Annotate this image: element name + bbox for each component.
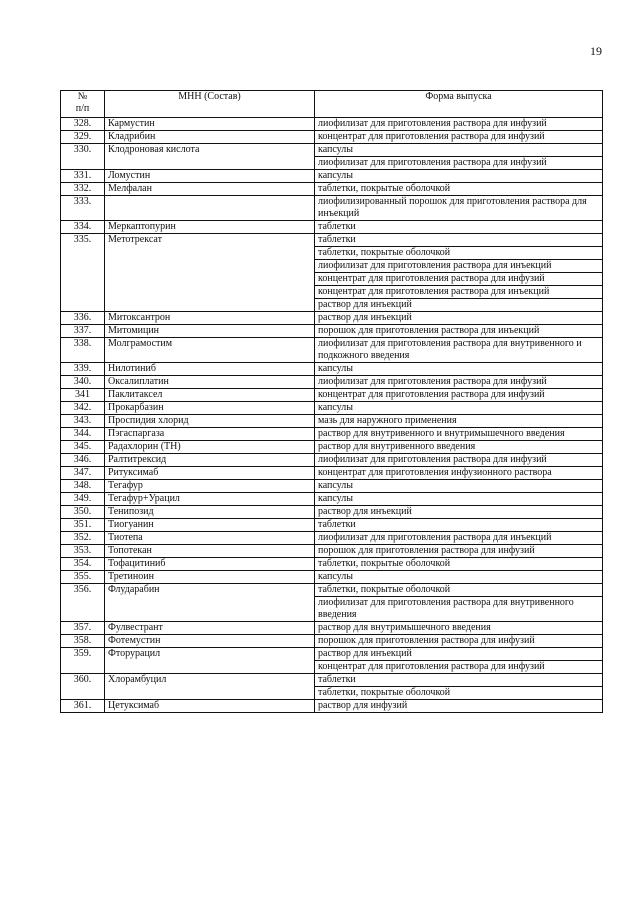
release-form: концентрат для приготовления раствора для инфузий [315, 661, 603, 674]
row-number: 344. [61, 428, 105, 441]
drug-name: Фторурацил [105, 648, 315, 674]
table-row [61, 558, 603, 571]
drug-name: Паклитаксел [105, 389, 315, 402]
release-form: таблетки [315, 234, 603, 247]
release-form: таблетки [315, 519, 603, 532]
release-form: капсулы [315, 402, 603, 415]
table-row [61, 648, 603, 661]
release-form: лиофилизат для приготовления раствора для инфузий [315, 118, 603, 131]
release-form: раствор для инъекций [315, 506, 603, 519]
drug-name: Топотекан [105, 545, 315, 558]
drug-name: Оксалиплатин [105, 376, 315, 389]
release-form: раствор для внутримышечного введения [315, 622, 603, 635]
table-row [61, 221, 603, 234]
table-row [61, 338, 603, 363]
release-form: таблетки, покрытые оболочкой [315, 183, 603, 196]
release-form: капсулы [315, 144, 603, 157]
row-number: 349. [61, 493, 105, 506]
release-form: концентрат для приготовления раствора для инфузий [315, 131, 603, 144]
row-number: 330. [61, 144, 105, 170]
table-row [61, 131, 603, 144]
release-form: капсулы [315, 170, 603, 183]
release-form: лиофилизат для приготовления раствора для внутривенного и подкожного введения [315, 338, 603, 363]
table-body [61, 118, 603, 713]
header-num-line: п/п [75, 103, 90, 114]
row-number: 350. [61, 506, 105, 519]
table-header-row [61, 91, 603, 118]
release-form: мазь для наружного применения [315, 415, 603, 428]
table-row [61, 183, 603, 196]
row-number: 338. [61, 338, 105, 363]
table-row [61, 196, 603, 221]
release-form: лиофилизат для приготовления раствора для внутривенного введения [315, 597, 603, 622]
row-number: 354. [61, 558, 105, 571]
row-number: 360. [61, 674, 105, 700]
drug-name: Митоксантрон [105, 312, 315, 325]
table-row [61, 480, 603, 493]
release-form: концентрат для приготовления раствора для инъекций [315, 286, 603, 299]
release-form: лиофилизат для приготовления раствора для инфузий [315, 157, 603, 170]
table-row [61, 635, 603, 648]
row-number: 361. [61, 700, 105, 713]
table-row [61, 519, 603, 532]
table-row [61, 454, 603, 467]
drug-name: Третиноин [105, 571, 315, 584]
release-form: раствор для внутривенного и внутримышечного введения [315, 428, 603, 441]
release-form: лиофилизат для приготовления раствора для инфузий [315, 376, 603, 389]
table-row [61, 441, 603, 454]
header-num-line: № [77, 91, 88, 102]
table-row [61, 674, 603, 687]
table-row [61, 144, 603, 157]
release-form: раствор для инъекций [315, 299, 603, 312]
row-number: 335. [61, 234, 105, 312]
row-number: 336. [61, 312, 105, 325]
release-form: таблетки, покрытые оболочкой [315, 558, 603, 571]
row-number: 355. [61, 571, 105, 584]
drug-name: Тиотепа [105, 532, 315, 545]
table-row [61, 532, 603, 545]
release-form: капсулы [315, 493, 603, 506]
drug-name: Фотемустин [105, 635, 315, 648]
drug-name: Фулвестрант [105, 622, 315, 635]
table-row [61, 584, 603, 597]
drug-name: Митомицин [105, 325, 315, 338]
table-row [61, 493, 603, 506]
drug-name: Тиогуанин [105, 519, 315, 532]
table-row [61, 118, 603, 131]
drug-name: Проспидия хлорид [105, 415, 315, 428]
drug-name: Тегафур [105, 480, 315, 493]
table-row [61, 170, 603, 183]
row-number: 345. [61, 441, 105, 454]
drug-name: Радахлорин (ТН) [105, 441, 315, 454]
row-number: 334. [61, 221, 105, 234]
row-number: 351. [61, 519, 105, 532]
drug-name: Тенипозид [105, 506, 315, 519]
row-number: 332. [61, 183, 105, 196]
drug-name [105, 196, 315, 221]
row-number: 340. [61, 376, 105, 389]
table-row [61, 389, 603, 402]
drug-table [60, 90, 603, 713]
release-form: капсулы [315, 363, 603, 376]
drug-name: Кладрибин [105, 131, 315, 144]
row-number: 353. [61, 545, 105, 558]
row-number: 357. [61, 622, 105, 635]
table-row [61, 622, 603, 635]
table-row [61, 545, 603, 558]
drug-name: Тофацитиниб [105, 558, 315, 571]
table-row [61, 467, 603, 480]
release-form: лиофилизат для приготовления раствора для инъекций [315, 260, 603, 273]
table-row [61, 376, 603, 389]
page-number: 19 [590, 44, 602, 58]
drug-name: Ралтитрексид [105, 454, 315, 467]
release-form: раствор для инъекций [315, 312, 603, 325]
release-form: концентрат для приготовления инфузионного раствора [315, 467, 603, 480]
release-form: капсулы [315, 571, 603, 584]
row-number: 352. [61, 532, 105, 545]
row-number: 347. [61, 467, 105, 480]
row-number: 337. [61, 325, 105, 338]
release-form: концентрат для приготовления раствора для инфузий [315, 389, 603, 402]
table-row [61, 234, 603, 247]
drug-name: Тегафур+Урацил [105, 493, 315, 506]
header-num [61, 91, 105, 118]
row-number: 356. [61, 584, 105, 622]
row-number: 342. [61, 402, 105, 415]
drug-name: Кармустин [105, 118, 315, 131]
table-row [61, 402, 603, 415]
table-row [61, 363, 603, 376]
release-form: порошок для приготовления раствора для инфузий [315, 545, 603, 558]
drug-name: Метотрексат [105, 234, 315, 312]
drug-name: Клодроновая кислота [105, 144, 315, 170]
table-row [61, 428, 603, 441]
row-number: 333. [61, 196, 105, 221]
release-form: таблетки, покрытые оболочкой [315, 687, 603, 700]
release-form: лиофилизат для приготовления раствора для инъекций [315, 532, 603, 545]
release-form: таблетки [315, 221, 603, 234]
row-number: 348. [61, 480, 105, 493]
table-row [61, 700, 603, 713]
release-form: лиофилизированный порошок для приготовления раствора для инъекций [315, 196, 603, 221]
release-form: таблетки [315, 674, 603, 687]
drug-name: Мелфалан [105, 183, 315, 196]
drug-name: Молграмостим [105, 338, 315, 363]
row-number: 329. [61, 131, 105, 144]
drug-name: Меркаптопурин [105, 221, 315, 234]
table-row [61, 571, 603, 584]
release-form: раствор для инъекций [315, 648, 603, 661]
header-name: МНН (Состав) [105, 91, 315, 118]
release-form: концентрат для приготовления раствора для инфузий [315, 273, 603, 286]
header-form: Форма выпуска [315, 91, 603, 118]
release-form: капсулы [315, 480, 603, 493]
table-row [61, 506, 603, 519]
drug-name: Ломустин [105, 170, 315, 183]
row-number: 359. [61, 648, 105, 674]
release-form: раствор для внутривенного введения [315, 441, 603, 454]
row-number: 339. [61, 363, 105, 376]
row-number: 331. [61, 170, 105, 183]
row-number: 343. [61, 415, 105, 428]
row-number: 328. [61, 118, 105, 131]
drug-name: Прокарбазин [105, 402, 315, 415]
drug-name: Нилотиниб [105, 363, 315, 376]
release-form: раствор для инфузий [315, 700, 603, 713]
release-form: порошок для приготовления раствора для инфузий [315, 635, 603, 648]
drug-name: Ритуксимаб [105, 467, 315, 480]
row-number: 358. [61, 635, 105, 648]
table-row [61, 415, 603, 428]
drug-name: Флударабин [105, 584, 315, 622]
drug-name: Пэгаспаргаза [105, 428, 315, 441]
drug-name: Цетуксимаб [105, 700, 315, 713]
row-number: 346. [61, 454, 105, 467]
row-number: 341 [61, 389, 105, 402]
release-form: порошок для приготовления раствора для инъекций [315, 325, 603, 338]
table-row [61, 312, 603, 325]
release-form: лиофилизат для приготовления раствора для инфузий [315, 454, 603, 467]
table-row [61, 325, 603, 338]
release-form: таблетки, покрытые оболочкой [315, 247, 603, 260]
drug-name: Хлорамбуцил [105, 674, 315, 700]
release-form: таблетки, покрытые оболочкой [315, 584, 603, 597]
